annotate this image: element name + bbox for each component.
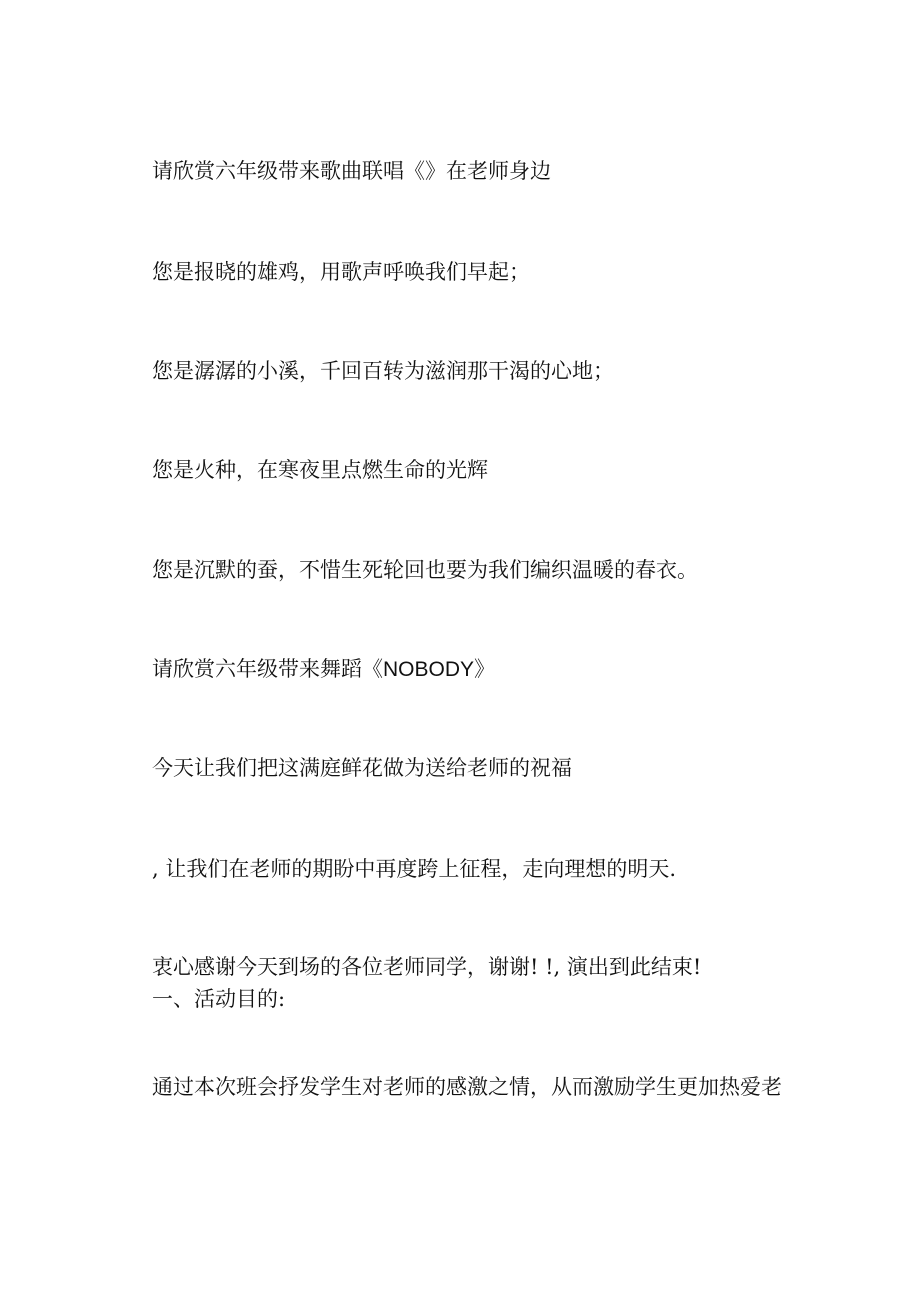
section-heading-activity-purpose: 一、活动目的: [152,987,286,1011]
paragraph-silkworm-line: 您是沉默的蚕，不惜生死轮回也要为我们编织温暖的春衣。 [152,558,698,582]
dance-title-close: 》 [474,657,496,681]
paragraph-journey-line: , 让我们在老师的期盼中再度跨上征程，走向理想的明天. [152,857,677,881]
paragraph-activity-purpose-body: 通过本次班会抒发学生对老师的感激之情，从而激励学生更加热爱老 [152,1075,782,1099]
dance-title: NOBODY [383,658,475,681]
paragraph-flowers-blessing: 今天让我们把这满庭鲜花做为送给老师的祝福 [152,756,572,780]
paragraph-fire-line: 您是火种，在寒夜里点燃生命的光辉 [152,458,488,482]
paragraph-program-song-medley: 请欣赏六年级带来歌曲联唱《》在老师身边 [152,159,551,183]
dance-intro-text: 请欣赏六年级带来舞蹈《 [152,657,383,681]
paragraph-closing-thanks: 衷心感谢今天到场的各位老师同学，谢谢! !, 演出到此结束! [152,955,702,979]
paragraph-stream-line: 您是潺潺的小溪，千回百转为滋润那干渴的心地； [152,359,614,383]
paragraph-rooster-line: 您是报晓的雄鸡，用歌声呼唤我们早起； [152,260,530,284]
paragraph-program-dance [152,655,495,684]
